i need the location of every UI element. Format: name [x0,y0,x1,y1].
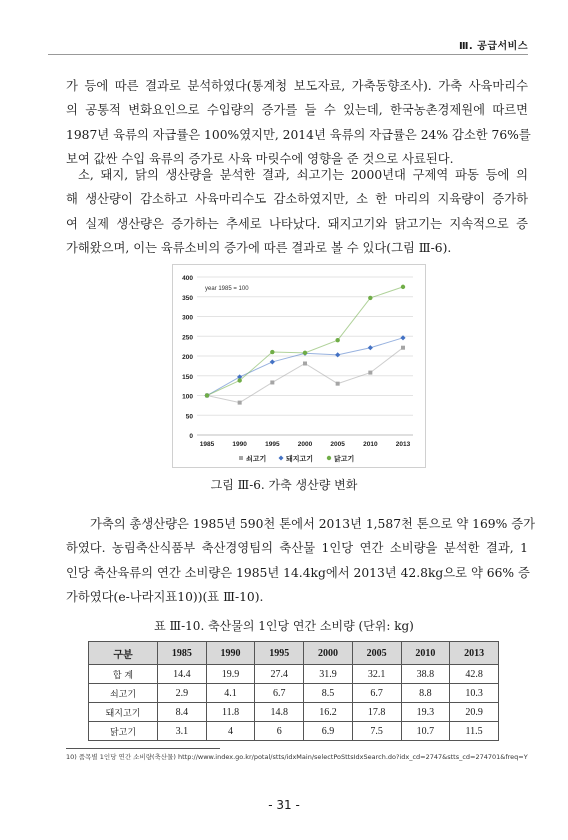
text-line: 가 등에 따른 결과로 분석하였다(통계청 보도자료, 가축동향조사). 가축 사육마리수 [66,79,528,93]
table-cell: 4.1 [206,684,255,703]
table-cell: 11.5 [450,722,499,741]
table-cell: 42.8 [450,665,499,684]
text-line: 해 생산량이 감소하고 사육마리수도 감소하였지만, 소 한 마리의 지육량이 증가하 [66,192,528,207]
header-divider [48,54,528,55]
table-cell: 31.9 [304,665,353,684]
table-header-cell: 구분 [89,642,158,665]
table-cell: 3.1 [158,722,207,741]
text-line: 소, 돼지, 닭의 생산량을 분석한 결과, 쇠고기는 2000년대 구제역 파동 등에 의 [78,168,528,182]
table-cell: 19.9 [206,665,255,684]
table-header-cell: 2005 [352,642,401,665]
text-line: 여 실제 생산량은 증가하는 추세로 나타났다. 돼지고기와 닭고기는 지속적으로 증 [66,216,528,231]
table-cell: 32.1 [352,665,401,684]
y-tick-label: 0 [189,433,193,440]
legend-marker [327,456,331,460]
text-line: 가축의 총생산량은 1985년 590천 톤에서 2013년 1,587천 톤으로 약 169% 증가 [90,517,535,531]
data-point [303,351,307,355]
table-header-cell: 2010 [401,642,450,665]
footnote-divider [66,748,220,749]
row-label: 쇠고기 [89,684,158,703]
data-point [237,378,241,382]
data-point [270,350,274,354]
consumption-table [88,641,499,741]
table-header-cell: 1985 [158,642,207,665]
chart-canvas [173,265,425,467]
table-header-cell: 2000 [304,642,353,665]
table-cell: 10.7 [401,722,450,741]
y-tick-label: 150 [182,373,193,381]
chart-annotation: year 1985 = 100 [205,286,249,292]
x-tick-label: 2000 [297,441,313,448]
y-tick-label: 300 [182,314,193,322]
table-cell: 6.9 [304,722,353,741]
table-cell: 6 [255,722,304,741]
page-number: - 31 - [268,798,300,812]
paragraph-3 [66,512,535,609]
data-point [368,371,372,375]
legend-label: 쇠고기 [246,456,267,463]
table-cell: 8.8 [401,684,450,703]
data-point [335,338,339,342]
y-tick-label: 350 [182,294,193,302]
x-tick-label: 2013 [395,441,411,448]
row-label: 돼지고기 [89,703,158,722]
table-header-row [89,642,499,665]
data-point [335,352,340,357]
y-tick-label: 250 [182,334,193,342]
row-label: 합 계 [89,665,158,684]
row-label: 닭고기 [89,722,158,741]
table-caption: 표 Ⅲ-10. 축산물의 1인당 연간 소비량 (단위: kg) [154,619,414,633]
table-cell: 11.8 [206,703,255,722]
table-cell: 17.8 [352,703,401,722]
data-point [368,296,372,300]
table-header-cell: 2013 [450,642,499,665]
table-cell: 7.5 [352,722,401,741]
table-header-cell: 1990 [206,642,255,665]
text-line: 인당 축산육류의 연간 소비량은 1985년 14.4kg에서 2013년 42.8kg으로 약 66% 증 [66,565,530,580]
text-line: 가해왔으며, 이는 육류소비의 증가에 따른 결과로 볼 수 있다(그림 Ⅲ-6). [66,240,452,255]
footnote: 10) 품목별 1인당 연간 소비량(축산물) http://www.index.go.kr/potal/stts/idxMain/selectPoSttsIdxSearch.do?idx_cd=2747&stts_cd=274701&freq=Y [66,753,528,761]
text-line: 하였다. 농림축산식품부 축산경영팀의 축산물 1인당 연간 소비량을 분석한 결과, 1 [66,541,528,556]
legend-marker [239,456,243,460]
table-cell: 8.5 [304,684,353,703]
table-cell: 14.8 [255,703,304,722]
series-line [207,338,403,396]
data-point [205,393,209,397]
y-tick-label: 200 [182,354,193,361]
table-cell: 38.8 [401,665,450,684]
table-cell: 27.4 [255,665,304,684]
y-tick-label: 100 [182,393,193,401]
table-cell: 10.3 [450,684,499,703]
table-cell: 8.4 [158,703,207,722]
data-point [368,345,373,350]
table-cell: 19.3 [401,703,450,722]
table-cell: 2.9 [158,684,207,703]
legend-label: 닭고기 [334,456,355,463]
figure-caption: 그림 Ⅲ-6. 가축 생산량 변화 [210,478,358,492]
data-point [238,401,242,405]
x-tick-label: 1990 [232,441,247,448]
text-line: 의 공통적 변화요인으로 수입량의 증가를 들 수 있는데, 한국농촌경제원에 따르면 [66,103,528,118]
table-cell: 20.9 [450,703,499,722]
paragraph-2 [66,163,528,260]
livestock-production-chart [172,264,426,468]
text-line: 보여 값싼 수입 육류의 증가로 사육 마릿수에 영향을 준 것으로 사료된다. [66,151,454,166]
x-tick-label: 1985 [199,441,215,448]
table-cell: 6.7 [255,684,304,703]
data-point [270,359,275,364]
table-row [89,684,499,703]
table-header-cell: 1995 [255,642,304,665]
x-tick-label: 2005 [330,441,345,448]
table-cell: 16.2 [304,703,353,722]
y-tick-label: 50 [185,413,193,421]
data-point [270,380,274,384]
text-line: 1987년 육류의 자급률은 100%였지만, 2014년 육류의 자급률은 24% 감소한 76%를 [66,127,531,142]
data-point [401,346,405,350]
table-row [89,703,499,722]
data-point [401,285,405,289]
text-line: 가하였다(e-나라지표10))(표 Ⅲ-10). [66,589,264,604]
data-point [336,382,340,386]
table-cell: 14.4 [158,665,207,684]
table-cell: 4 [206,722,255,741]
legend-marker [279,456,284,461]
x-tick-label: 2010 [363,441,378,448]
y-tick-label: 400 [182,275,193,282]
table-row [89,665,499,684]
paragraph-1 [66,74,531,171]
table-cell: 6.7 [352,684,401,703]
legend-label: 돼지고기 [286,456,314,463]
data-point [303,362,307,366]
x-tick-label: 1995 [265,441,280,448]
table-row [89,722,499,741]
section-header: Ⅲ. 공급서비스 [458,41,528,52]
